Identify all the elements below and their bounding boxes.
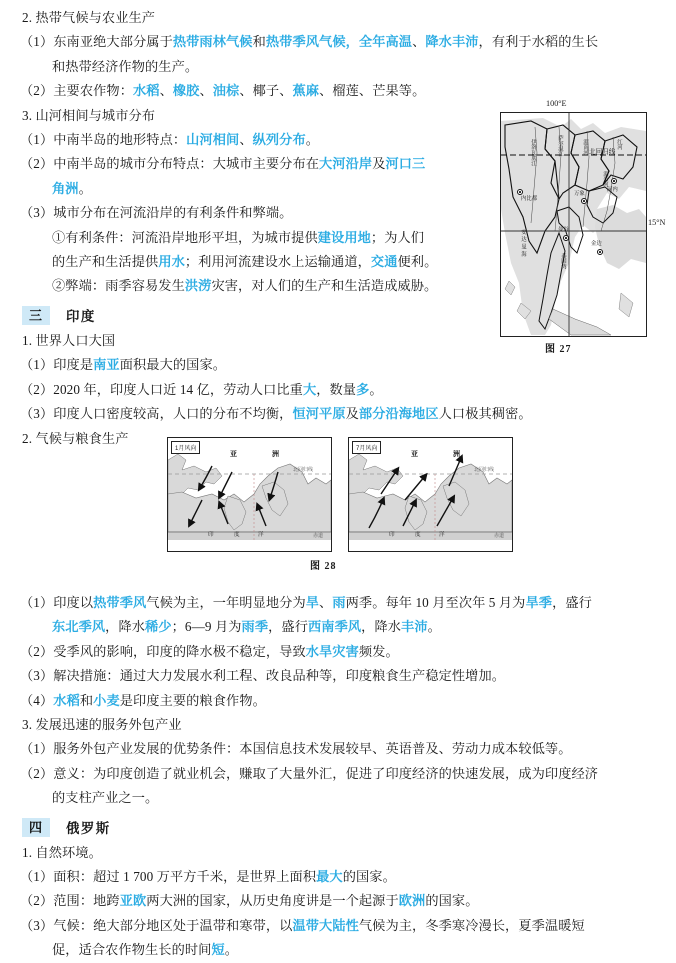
- section-title-russia: 俄罗斯: [66, 821, 111, 837]
- map-city-dot-hanoi: [611, 178, 617, 184]
- hl-flood-drought-disaster: 水旱灾害: [305, 643, 359, 659]
- item-3-1-pre: （1）中南半岛的地形特点：: [20, 132, 187, 148]
- m1: 气候为主，一年明显地分为: [146, 594, 306, 610]
- item-2-1-mid1: 和: [252, 34, 266, 50]
- item-russia-1-3-line2-pre: 促，适合农作物生长的时间: [52, 942, 212, 958]
- hl-tropical-rainforest-climate: 热带雨林气候: [172, 34, 253, 50]
- item-india-2-1: [20, 591, 676, 615]
- item-india-1-2: [20, 378, 676, 402]
- item-india-2-1-tail: 。: [427, 619, 441, 635]
- m7: ，盛行: [268, 619, 308, 635]
- hl-flood: 洪涝: [184, 278, 212, 294]
- item-2-2-pre: （2）主要农作物：: [20, 83, 133, 99]
- sep-2: 、: [199, 83, 213, 99]
- figure-28-jan-tropic: 北回归线: [293, 468, 314, 473]
- hl-ganges-plain: 恒河平原: [292, 406, 346, 422]
- item-india-2-2-pre: （2）受季风的影响，印度的降水极不稳定，导致: [20, 643, 306, 659]
- figure-28-jul-continent-2: 洲: [453, 450, 460, 458]
- item-russia-1-3: [20, 914, 676, 938]
- item-india-1-2-tail: 。: [369, 381, 383, 397]
- m6: ；6—9 月为: [171, 619, 242, 635]
- heading-india-3: 3. 发展迅速的服务外包产业: [22, 716, 182, 732]
- hl-largest: 最大: [316, 868, 343, 884]
- hl-eurasia: 亚欧: [119, 893, 147, 909]
- hl-dry-season: 旱季: [525, 594, 553, 610]
- figure-28-jul-continent-1: 亚: [411, 450, 418, 458]
- section-badge-india: 三: [22, 306, 50, 325]
- sep-3: 、椰子、: [239, 83, 293, 99]
- m5: ，降水: [105, 619, 146, 635]
- hl-rainy-season-char: 雨: [332, 594, 346, 610]
- hl-northeast-monsoon: 东北季风: [52, 619, 106, 635]
- map-city-label-vientiane: 万象: [574, 191, 585, 197]
- hl-scarce: 稀少: [145, 619, 172, 635]
- figure-28-tag-january: 1月风向: [171, 441, 200, 454]
- item-india-1-3-tail: 人口极其稠密。: [438, 406, 532, 422]
- figure-28-panel-january: [167, 437, 332, 552]
- item-russia-1-1: [20, 865, 676, 889]
- map-river-label-chaophraya: 湄南河: [582, 139, 588, 156]
- item-india-2-1-pre: （1）印度以: [20, 594, 94, 610]
- item-india-2-1-line2: [52, 615, 676, 639]
- item-russia-1-3-line2-tail: 。: [224, 942, 239, 958]
- item-3-2-pre: （2）中南半岛的城市分布特点：大城市主要分布在: [20, 156, 320, 172]
- hl-large-proportion: 大: [302, 381, 317, 397]
- item-russia-1-2: [20, 889, 676, 913]
- map-sea-label-gulf-of-thailand: 泰国湾: [560, 253, 566, 270]
- item-india-2-2: [20, 640, 676, 664]
- item-3-3-a-mid: ；为人们: [370, 229, 425, 245]
- map-city-dot-bangkok: [563, 235, 569, 241]
- figure-28-jul-ocean-3: 洋: [439, 532, 445, 538]
- item-russia-1-1-pre: （1）面积：超过 1 700 万平方千米，是世界上面积: [20, 868, 317, 884]
- m3: 两季。每年 10 月至次年 5 月为: [345, 594, 526, 610]
- hl-temperate-continental: 温带大陆性: [292, 917, 359, 933]
- item-india-2-3: （3）解决措施：通过大力发展水利工程、改良品种等，印度粮食生产稳定性增加。: [20, 668, 506, 684]
- heading-2-tropical-climate: 2. 热带气候与农业生产: [22, 10, 156, 25]
- item-3-1-tail: 。: [305, 132, 320, 148]
- figure-28-jul-tropic: 北回归线: [474, 468, 495, 473]
- hl-oil-palm: 油棕: [212, 83, 240, 99]
- figure-28-spacer: [0, 451, 676, 591]
- hl-mountains-rivers-alternating: 山河相间: [186, 132, 240, 148]
- sep-1: 、: [159, 83, 173, 99]
- m8: ，降水: [361, 619, 402, 635]
- item-india-1-1: [20, 353, 676, 377]
- figure-27-longitude-label: 100°E: [546, 99, 567, 108]
- hl-europe: 欧洲: [398, 893, 426, 909]
- hl-water-supply: 用水: [158, 254, 185, 270]
- item-india-3-2-line1: （2）意义：为印度创造了就业机会，赚取了大量外汇，促进了印度经济的快速发展，成为印度经济: [20, 765, 599, 781]
- item-russia-1-2-pre: （2）范围：地跨: [20, 893, 120, 909]
- item-3-3-a-pre: ①有利条件：河流沿岸地形平坦，为城市提供: [52, 229, 318, 245]
- m2: 、: [319, 594, 333, 610]
- item-india-2-4: [20, 689, 676, 713]
- figure-28-tag-july: 7月风向: [352, 441, 381, 454]
- item-2-1-line2: 和热带经济作物的生产。: [52, 58, 199, 74]
- hl-river-delta-cont: 角洲: [52, 180, 79, 196]
- map-city-dot-vientiane: [581, 198, 587, 204]
- item-3-3-heading: （3）城市分布在河流沿岸的有利条件和弊端。: [20, 205, 293, 221]
- heading-india-1: 1. 世界人口大国: [22, 332, 116, 348]
- hl-along-big-rivers: 大河沿岸: [319, 156, 373, 172]
- item-india-2-4-mid: 和: [79, 692, 94, 708]
- item-india-3-2-line2: 的支柱产业之一。: [52, 790, 159, 806]
- heading-3-mountains-rivers-cities: 3. 山河相间与城市分布: [22, 107, 156, 123]
- item-2-1-tail: ，有利于水稻的生长: [478, 34, 599, 50]
- map-river-label-redriver: 红河: [616, 139, 622, 150]
- hl-rice: 水稻: [133, 83, 160, 99]
- indochina-map-svg: [501, 113, 646, 336]
- monsoon-map-january-svg: [168, 438, 331, 551]
- section-title-india: 印度: [66, 309, 96, 325]
- item-india-1-3-pre: （3）印度人口密度较高，人口的分布不均衡，: [20, 406, 293, 422]
- item-russia-1-2-mid: 两大洲的国家，从历史角度讲是一个起源于: [146, 893, 399, 909]
- map-city-label-hanoi: 河内: [607, 187, 618, 193]
- hl-tropical-monsoon: 热带季风: [93, 594, 147, 610]
- item-india-2-4-pre: （4）: [20, 692, 54, 708]
- hl-short: 短: [211, 942, 225, 958]
- item-2-2-tail: 、榴莲、芒果等。: [319, 83, 426, 99]
- hl-transport: 交通: [370, 254, 398, 270]
- hl-rubber: 橡胶: [172, 83, 200, 99]
- map-city-dot-naypyidaw: [517, 189, 523, 195]
- hl-south-asia: 南亚: [93, 357, 120, 373]
- hl-coastal-areas: 部分沿海地区: [358, 406, 439, 422]
- figure-28-panel-july: [348, 437, 513, 552]
- figure-27-latitude-label: 15°N: [648, 218, 666, 227]
- hl-river-delta: 河口三: [385, 156, 426, 172]
- section-badge-russia: 四: [22, 818, 50, 837]
- hl-many: 多: [356, 381, 370, 397]
- map-river-label-irrawaddy: 伊洛瓦底江: [530, 139, 536, 166]
- hl-rainy-season: 雨季: [241, 619, 269, 635]
- map-city-label-naypyidaw: 内比都: [521, 196, 538, 202]
- figure-28-caption: 图 28: [310, 561, 337, 572]
- map-sea-label-andaman: 安达曼海: [520, 229, 526, 259]
- item-2-1-pre: （1）东南亚绝大部分属于: [20, 34, 173, 50]
- heading-india-2: 2. 气候与粮食生产: [22, 430, 129, 446]
- item-india-1-2-pre: （2）2020 年，印度人口近 14 亿，劳动人口比重: [20, 381, 303, 397]
- item-3-3-a-line2-tail: 便利。: [397, 254, 438, 270]
- item-3-3-a-line2-mid: ；利用河流建设水上运输通道，: [184, 254, 371, 270]
- hl-rice-crop: 水稻: [53, 692, 80, 708]
- item-3-2-mid: 及: [372, 156, 386, 172]
- item-india-3-1: （1）服务外包产业发展的优势条件：本国信息技术发展较早、英语普及、劳动力成本较低等。: [20, 741, 572, 757]
- item-2-1: [20, 30, 676, 54]
- section-header-russia: [22, 817, 676, 839]
- hl-longitudinal-distribution: 纵列分布: [252, 132, 306, 148]
- figure-28-jan-continent-2: 洲: [272, 450, 279, 458]
- item-russia-1-1-tail: 的国家。: [342, 868, 396, 884]
- map-river-label-mekong: 湄公河: [602, 171, 608, 188]
- figure-27-map: [500, 112, 647, 337]
- figure-28-jul-equator: 赤道: [494, 534, 505, 539]
- item-india-1-1-tail: 面积最大的国家。: [119, 357, 227, 373]
- heading-russia-1: 1. 自然环境。: [22, 844, 102, 860]
- figure-28-jan-ocean-2: 度: [234, 532, 240, 538]
- hl-tropical-monsoon-climate: 热带季风气候: [265, 34, 346, 50]
- item-russia-1-3-mid: 气候为主，冬季寒冷漫长，夏季温暖短: [358, 917, 585, 933]
- map-city-label-phnompenh: 金边: [591, 241, 602, 247]
- figure-28-jul-ocean-1: 印: [389, 532, 395, 538]
- item-3-3-b-tail: 灾害，对人们的生产和生活造成威胁。: [211, 278, 438, 294]
- item-2-1-mid3: 、: [412, 34, 426, 50]
- hl-year-round-high-temp: 全年高温: [358, 34, 413, 50]
- figure-28-jan-continent-1: 亚: [230, 450, 237, 458]
- figure-28-jul-ocean-2: 度: [415, 532, 421, 538]
- item-india-1-3: [20, 402, 676, 426]
- item-2-2: [20, 79, 676, 103]
- item-3-1-mid: 、: [239, 132, 253, 148]
- hl-wheat-crop: 小麦: [93, 692, 120, 708]
- item-russia-1-2-tail: 的国家。: [425, 893, 479, 909]
- m4: ，盛行: [552, 594, 592, 610]
- hl-southwest-monsoon: 西南季风: [308, 619, 362, 635]
- hl-abaca: 蕉麻: [292, 83, 320, 99]
- hl-abundant: 丰沛: [401, 619, 428, 635]
- item-russia-1-3-pre: （3）气候：绝大部分地区处于温带和寒带，以: [20, 917, 293, 933]
- item-india-2-4-tail: 是印度主要的粮食作物。: [119, 692, 266, 708]
- figure-28-jan-ocean-1: 印: [208, 532, 214, 538]
- item-india-2-2-tail: 频发。: [358, 643, 399, 659]
- item-3-3-a-line2-pre: 的生产和生活提供: [52, 254, 159, 270]
- map-city-dot-phnompenh: [597, 249, 603, 255]
- map-city-label-bangkok: 曼谷: [558, 227, 569, 233]
- item-india-1-2-mid: ，数量: [316, 381, 357, 397]
- map-river-label-salween: 萨尔温江: [557, 135, 563, 157]
- monsoon-map-july-svg: [349, 438, 512, 551]
- item-russia-1-3-line2: [52, 938, 676, 962]
- item-3-3-b-pre: ②弊端：雨季容易发生: [52, 278, 185, 294]
- item-3-2-line2-tail: 。: [78, 180, 92, 196]
- figure-27-caption: 图 27: [545, 344, 572, 355]
- figure-27-tropic-label: 北回归线: [589, 149, 616, 156]
- hl-abundant-rainfall: 降水丰沛: [425, 34, 479, 50]
- item-2-1-mid2: ，: [345, 34, 359, 50]
- figure-28-jan-equator: 赤道: [313, 534, 324, 539]
- hl-dry-season-char: 旱: [305, 594, 320, 610]
- item-india-1-1-pre: （1）印度是: [20, 357, 94, 373]
- item-india-1-3-mid: 及: [345, 406, 359, 422]
- figure-28-jan-ocean-3: 洋: [258, 532, 264, 538]
- hl-construction-land: 建设用地: [317, 229, 371, 245]
